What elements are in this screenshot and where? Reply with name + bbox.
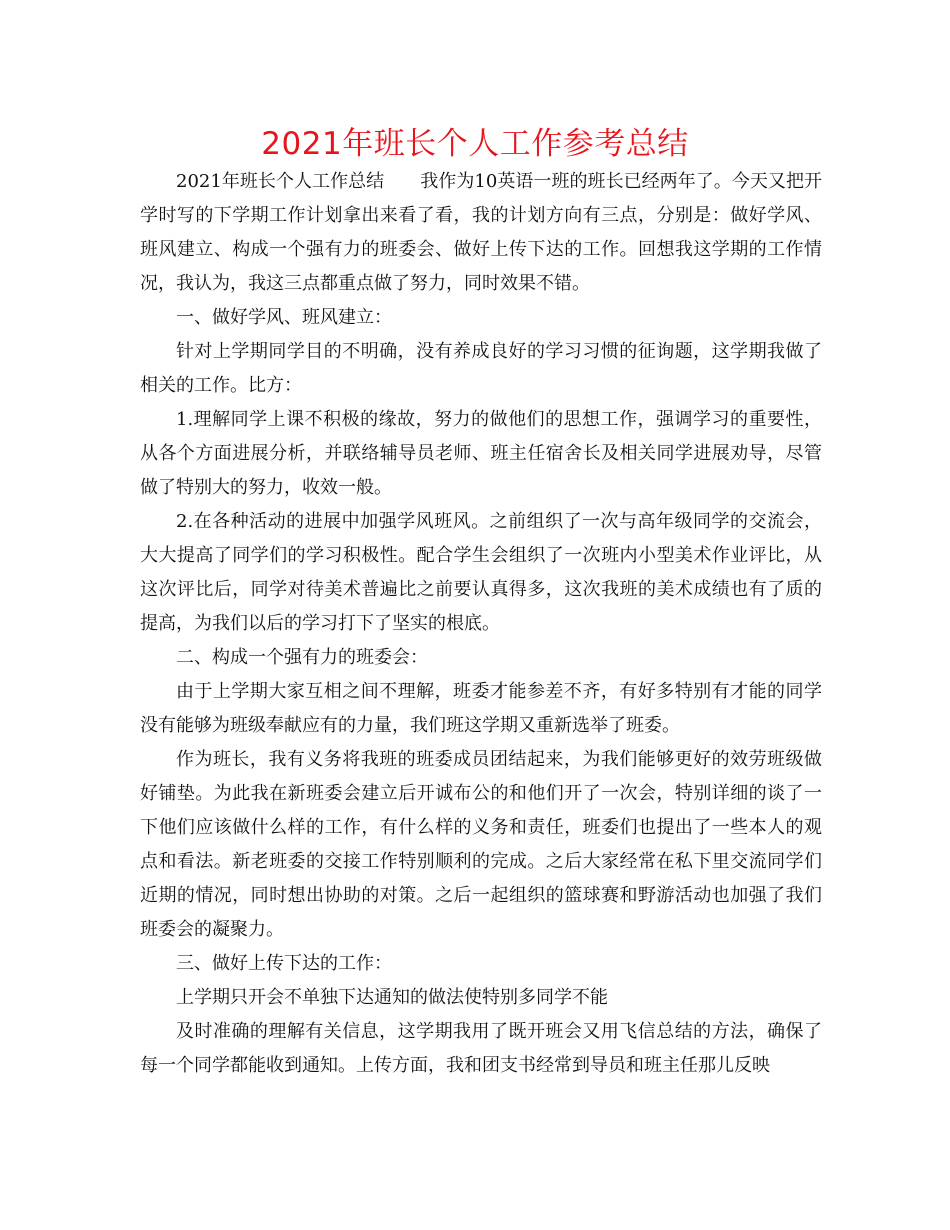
document-title: 2021年班长个人工作参考总结 <box>261 126 689 162</box>
paragraph-item-1: 1.理解同学上课不积极的缘故，努力的做他们的思想工作，强调学习的重要性，从各个方面进展分析，并联络辅导员老师、班主任宿舍长及相关同学进展劝导，尽管做了特别大的努力，收效一般。 <box>140 409 822 498</box>
paragraph-item-2: 2.在各种活动的进展中加强学风班风。之前组织了一次与高年级同学的交流会，大大提高了同学们的学习积极性。配合学生会组织了一次班内小型美术作业评比，从这次评比后，同学对待美术普遍比之前要认真得多，这次我班的美术成绩也有了质的提高，为我们以后的学习打下了坚实的根底。 <box>140 511 822 634</box>
paragraph-section1-intro: 针对上学期同学目的不明确，没有养成良好的学习习惯的征询题，这学期我做了相关的工作。比方： <box>140 341 822 396</box>
section-heading-1: 一、做好学风、班风建立： <box>176 307 392 328</box>
paragraph-section2-a: 由于上学期大家互相之间不理解，班委才能参差不齐，有好多特别有才能的同学没有能够为班级奉献应有的力量，我们班这学期又重新选举了班委。 <box>140 681 822 736</box>
document-body <box>140 165 822 1083</box>
paragraph-section2-b: 作为班长，我有义务将我班的班委成员团结起来，为我们能够更好的效劳班级做好铺垫。为此我在新班委会建立后开诚布公的和他们开了一次会，特别详细的谈了一下他们应该做什么样的工作，有什么样的义务和责任，班委们也提出了一些本人的观点和看法。新老班委的交接工作特别顺利的完成。之后大家经常在私下里交流同学们近期的情况，同时想出协助的对策。之后一起组织的篮球赛和野游活动也加强了我们班委会的凝聚力。 <box>140 749 822 940</box>
section-heading-2: 二、构成一个强有力的班委会： <box>176 647 428 668</box>
paragraph-section3-b: 及时准确的理解有关信息，这学期我用了既开班会又用飞信总结的方法，确保了每一个同学都能收到通知。上传方面，我和团支书经常到导员和班主任那儿反映 <box>140 1021 822 1076</box>
section-heading-3: 三、做好上传下达的工作： <box>176 953 392 974</box>
paragraph-section3-a: 上学期只开会不单独下达通知的做法使特别多同学不能 <box>176 987 608 1008</box>
paragraph-intro: 2021年班长个人工作总结 我作为10英语一班的班长已经两年了。今天又把开学时写的下学期工作计划拿出来看了看，我的计划方向有三点，分别是：做好学风、班风建立、构成一个强有力的班委会、做好上传下达的工作。回想我这学期的工作情况，我认为，我这三点都重点做了努力，同时效果不错。 <box>140 171 822 294</box>
